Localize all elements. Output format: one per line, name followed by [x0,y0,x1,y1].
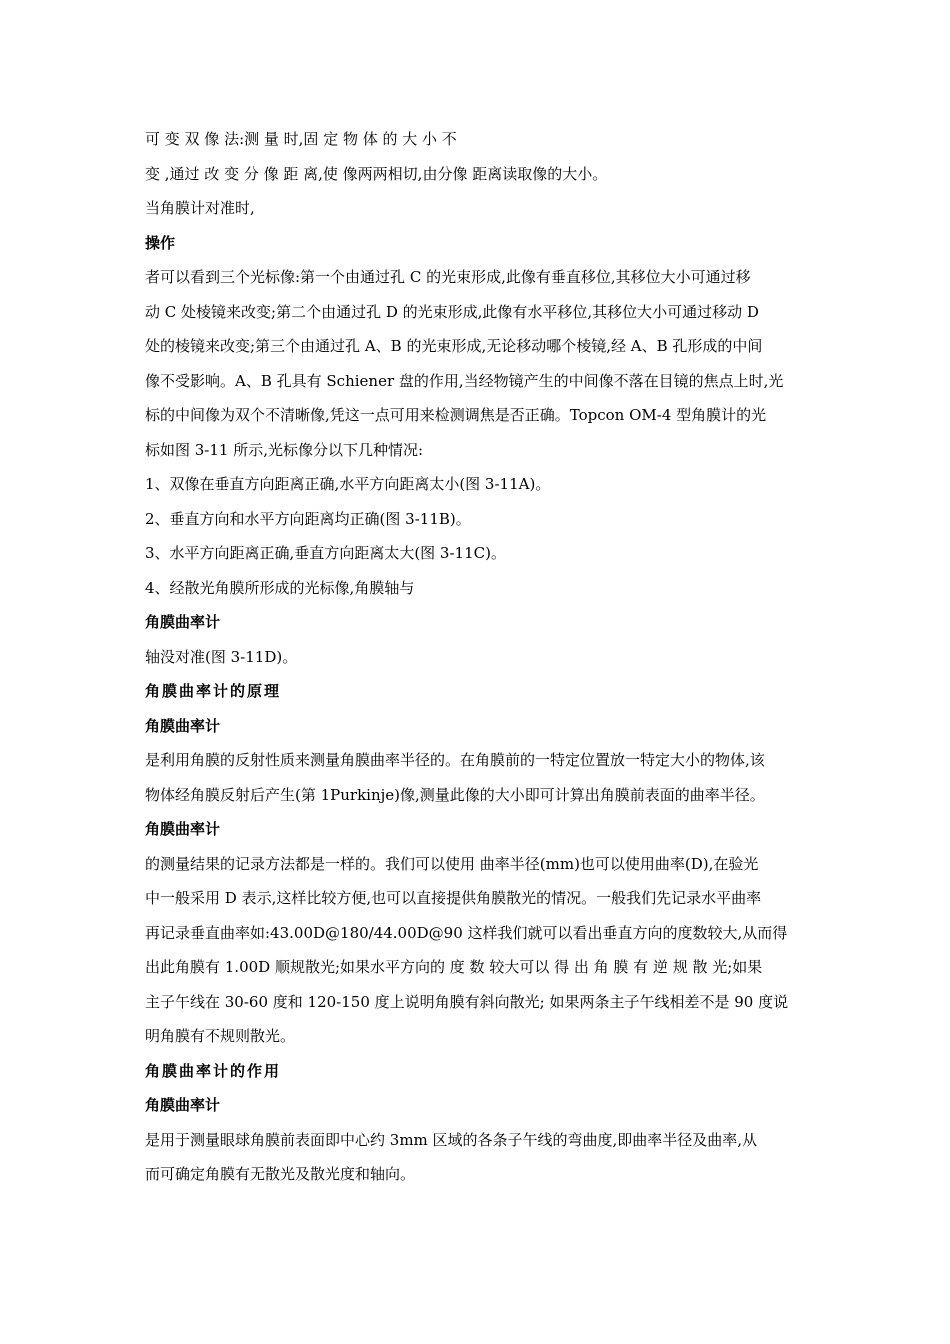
section-heading: 角膜曲率计的作用 [145,1061,282,1080]
body-text-line: 出此角膜有 1.00D 顺规散光;如果水平方向的 度 数 较大可以 得 出 角 膜 有 逆 规 散 光;如果 [145,958,763,976]
section-heading: 操作 [145,233,176,252]
body-text-line: 是利用角膜的反射性质来测量角膜曲率半径的。在角膜前的一特定位置放一特定大小的物体,该 [145,751,765,769]
body-text-line: 像不受影响。A、B 孔具有 Schiener 盘的作用,当经物镜产生的中间像不落在目镜的焦点上时,光 [145,371,784,390]
body-text-line: 动 C 处棱镜来改变;第二个由通过孔 D 的光束形成,此像有水平移位,其移位大小可通过移动 D [145,302,759,321]
body-text-line: 1、双像在垂直方向距离正确,水平方向距离太小(图 3-11A)。 [145,475,551,493]
body-text-line: 处的棱镜来改变;第三个由通过孔 A、B 的光束形成,无论移动哪个棱镜,经 A、B 孔形成的中间 [145,337,763,355]
section-heading: 角膜曲率计 [145,613,221,631]
body-text-line: 轴没对准(图 3-11D)。 [145,647,298,666]
section-heading: 角膜曲率计 [145,1096,221,1114]
section-heading: 角膜曲率计 [145,820,221,838]
section-heading: 角膜曲率计的原理 [145,682,282,700]
body-text-line: 中一般采用 D 表示,这样比较方便,也可以直接提供角膜散光的情况。一般我们先记录水平曲率 [145,889,762,907]
body-text-line: 明角膜有不规则散光。 [145,1027,296,1045]
body-text-line: 3、水平方向距离正确,垂直方向距离太大(图 3-11C)。 [145,544,506,562]
body-text-line: 物体经角膜反射后产生(第 1Purkinje)像,测量此像的大小即可计算出角膜前表面的曲率半径。 [145,785,765,804]
body-text-line: 4、经散光角膜所形成的光标像,角膜轴与 [145,578,415,597]
body-text-line: 再记录垂直曲率如:43.00D@180/44.00D@90 这样我们就可以看出垂直方向的度数较大,从而得 [145,923,788,942]
body-text-line: 标如图 3-11 所示,光标像分以下几种情况: [145,440,424,459]
body-text-line: 标的中间像为双个不清晰像,凭这一点可用来检测调焦是否正确。Topcon OM-4 型角膜计的光 [145,406,767,424]
body-text-line: 主子午线在 30-60 度和 120-150 度上说明角膜有斜向散光; 如果两条主子午线相差不是 90 度说 [145,992,789,1011]
document-page [145,122,810,1192]
body-text-line: 是用于测量眼球角膜前表面即中心约 3mm 区域的各条子午线的弯曲度,即曲率半径及曲率,从 [145,1130,758,1149]
section-heading: 角膜曲率计 [145,716,221,735]
body-text-line: 2、垂直方向和水平方向距离均正确(图 3-11B)。 [145,509,471,528]
body-text-line: 者可以看到三个光标像:第一个由通过孔 C 的光束形成,此像有垂直移位,其移位大小可通过移 [145,268,751,286]
body-text-line: 而可确定角膜有无散光及散光度和轴向。 [145,1165,416,1183]
body-text-line: 当角膜计对准时, [145,199,255,217]
body-text-line: 的测量结果的记录方法都是一样的。我们可以使用 曲率半径(mm)也可以使用曲率(D),在验光 [145,854,759,873]
body-text-line: 变 ,通过 改 变 分 像 距 离,使 像两两相切,由分像 距离读取像的大小。 [145,164,608,183]
body-text-line: 可 变 双 像 法:测 量 时,固 定 物 体 的 大 小 不 [145,130,457,148]
